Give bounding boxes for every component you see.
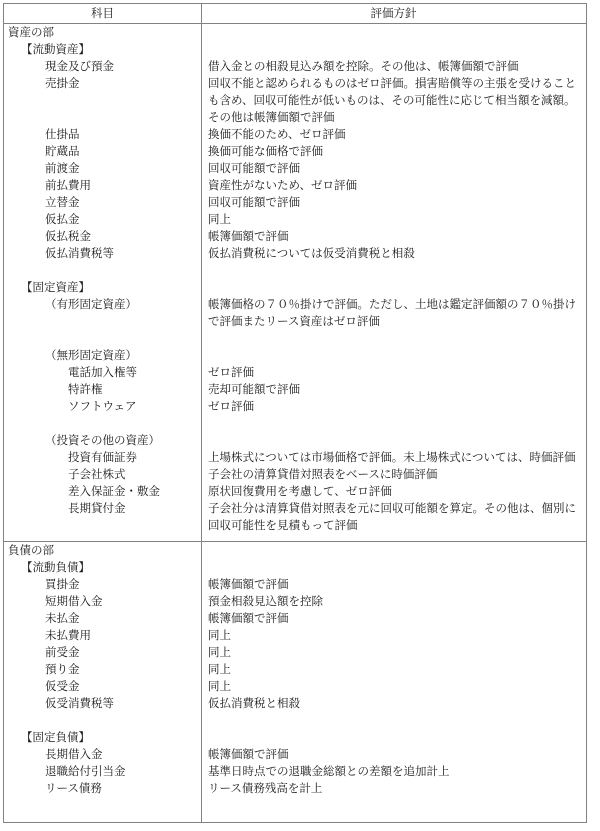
policy-cell [201, 330, 586, 347]
table-row [4, 576, 586, 593]
policy-cell: 子会社分は清算貸借対照表を元に回収可能額を算定。その他は、個別に回収可能性を見積もって評価 [208, 501, 576, 532]
policy-cell [201, 347, 586, 364]
table-row [4, 432, 586, 449]
subject-cell: 特許権 [68, 382, 103, 396]
subject-cell [4, 415, 201, 432]
table-row [4, 177, 586, 194]
policy-cell [201, 559, 586, 576]
table-row [4, 695, 586, 712]
table-header-row [4, 4, 586, 24]
policy-cell: 借入金との相殺見込み額を控除。その他は、帳簿価額で評価 [208, 59, 519, 73]
valuation-policy-table [3, 3, 587, 823]
subject-cell: 現金及び預金 [45, 59, 114, 73]
subject-cell [4, 330, 201, 347]
subject-cell: （有形固定資産） [45, 297, 137, 311]
table-row [4, 194, 586, 211]
subject-cell: 前払費用 [45, 178, 91, 192]
table-row [4, 58, 586, 75]
subject-cell [4, 712, 201, 729]
table-row [4, 610, 586, 627]
policy-cell: 資産性がないため、ゼロ評価 [208, 178, 358, 192]
policy-cell: 回収不能と認められるものはゼロ評価。損害賠償等の主張を受けることも含め、回収可能性が低いものは、その可能性に応じて相当額を減額。その他は帳簿価額で評価 [208, 76, 576, 124]
policy-cell: 同上 [208, 628, 231, 642]
policy-cell: 帳簿価額で評価 [208, 577, 289, 591]
liabilities-section [4, 541, 586, 822]
policy-cell: 帳簿価額で評価 [208, 747, 289, 761]
table-row [4, 483, 586, 500]
policy-cell: 売却可能額で評価 [208, 382, 300, 396]
policy-cell: 原状回復費用を考慮して、ゼロ評価 [208, 484, 392, 498]
table-row [4, 160, 586, 177]
policy-cell: 同上 [208, 662, 231, 676]
subject-cell: 仕掛品 [45, 127, 80, 141]
subject-cell: 仮払金 [45, 212, 80, 226]
table-row [4, 228, 586, 245]
subject-cell: 長期借入金 [45, 747, 103, 761]
policy-cell [201, 729, 586, 746]
policy-cell [201, 432, 586, 449]
table-row [4, 245, 586, 262]
table-row [4, 41, 586, 58]
column-header-subject: 科目 [91, 6, 114, 20]
subject-cell: 仮払消費税等 [45, 246, 114, 260]
table-row [4, 763, 586, 780]
subject-cell [4, 797, 201, 814]
policy-cell: 上場株式については市場価格で評価。未上場株式については、時価評価 [208, 450, 576, 464]
blank-row [4, 262, 586, 279]
table-row [4, 126, 586, 143]
policy-cell [201, 262, 586, 279]
subject-cell: 【流動資産】 [21, 42, 90, 56]
table-row [4, 381, 586, 398]
column-header-policy: 評価方針 [370, 6, 417, 20]
table-row [4, 449, 586, 466]
subject-cell: 仮払税金 [45, 229, 91, 243]
policy-cell: 同上 [208, 679, 231, 693]
policy-cell: 仮払消費税と相殺 [208, 696, 300, 710]
table-row [4, 398, 586, 415]
blank-row [4, 797, 586, 814]
subject-cell: 資産の部 [8, 25, 54, 39]
policy-cell: 回収可能額で評価 [208, 161, 300, 175]
subject-cell: 立替金 [45, 195, 80, 209]
table-row [4, 729, 586, 746]
policy-cell [201, 279, 586, 296]
subject-cell: 退職給付引当金 [45, 764, 126, 778]
table-row [4, 746, 586, 763]
subject-cell: （投資その他の資産） [45, 433, 160, 447]
table-row [4, 296, 586, 330]
table-row [4, 279, 586, 296]
subject-cell: 前受金 [45, 645, 80, 659]
subject-cell: 電話加入権等 [68, 365, 137, 379]
subject-cell: 投資有価証券 [68, 450, 137, 464]
subject-cell: （無形固定資産） [45, 348, 137, 362]
table-row [4, 644, 586, 661]
table-row [4, 211, 586, 228]
subject-cell: 前渡金 [45, 161, 80, 175]
subject-cell: ソフトウェア [68, 399, 137, 413]
policy-cell: ゼロ評価 [208, 399, 254, 413]
policy-cell: 同上 [208, 645, 231, 659]
subject-cell: 子会社株式 [68, 467, 126, 481]
table-row [4, 678, 586, 695]
subject-cell: 貯蔵品 [45, 144, 80, 158]
policy-cell [201, 24, 586, 41]
policy-cell: 仮払消費税については仮受消費税と相殺 [208, 246, 415, 260]
table-row [4, 75, 586, 126]
policy-cell [201, 712, 586, 729]
table-row [4, 780, 586, 797]
table-row [4, 364, 586, 381]
table-row [4, 627, 586, 644]
table-row [4, 466, 586, 483]
policy-cell: 帳簿価額で評価 [208, 229, 289, 243]
subject-cell: 短期借入金 [45, 594, 103, 608]
table-row [4, 542, 586, 559]
policy-cell [201, 797, 586, 814]
policy-cell: 帳簿価格の７０％掛けで評価。ただし、土地は鑑定評価額の７０％掛けで評価またリース資産はゼロ評価 [208, 297, 576, 328]
subject-cell: 【流動負債】 [21, 560, 90, 574]
table-row [4, 500, 586, 534]
blank-row [4, 415, 586, 432]
policy-cell: 回収可能額で評価 [208, 195, 300, 209]
policy-cell: リース債務残高を計上 [208, 781, 323, 795]
table-row [4, 559, 586, 576]
subject-cell: 長期貸付金 [68, 501, 126, 515]
subject-cell: 未払費用 [45, 628, 91, 642]
table-row [4, 661, 586, 678]
policy-cell [201, 41, 586, 58]
subject-cell: 仮受金 [45, 679, 80, 693]
policy-cell: 換価可能な価格で評価 [208, 144, 323, 158]
subject-cell: 負債の部 [8, 543, 54, 557]
subject-cell: リース債務 [45, 781, 102, 795]
subject-cell: 売掛金 [45, 76, 80, 90]
subject-cell: 預り金 [45, 662, 80, 676]
policy-cell: 預金相殺見込額を控除 [208, 594, 323, 608]
blank-row [4, 330, 586, 347]
subject-cell: 差入保証金・敷金 [68, 484, 160, 498]
policy-cell: 換価不能のため、ゼロ評価 [208, 127, 346, 141]
table-row [4, 143, 586, 160]
policy-cell: 子会社の清算貸借対照表をベースに時価評価 [208, 467, 438, 481]
subject-cell: 仮受消費税等 [45, 696, 114, 710]
assets-section [4, 24, 586, 541]
subject-cell [4, 262, 201, 279]
policy-cell [201, 415, 586, 432]
subject-cell: 【固定負債】 [21, 730, 90, 744]
table-row [4, 347, 586, 364]
policy-cell: 基準日時点での退職金総額との差額を追加計上 [208, 764, 450, 778]
table-row [4, 593, 586, 610]
table-row [4, 24, 586, 41]
policy-cell: ゼロ評価 [208, 365, 254, 379]
subject-cell: 【固定資産】 [21, 280, 90, 294]
policy-cell: 帳簿価額で評価 [208, 611, 289, 625]
subject-cell: 買掛金 [45, 577, 80, 591]
policy-cell [201, 542, 586, 559]
policy-cell: 同上 [208, 212, 231, 226]
blank-row [4, 712, 586, 729]
subject-cell: 未払金 [45, 611, 80, 625]
